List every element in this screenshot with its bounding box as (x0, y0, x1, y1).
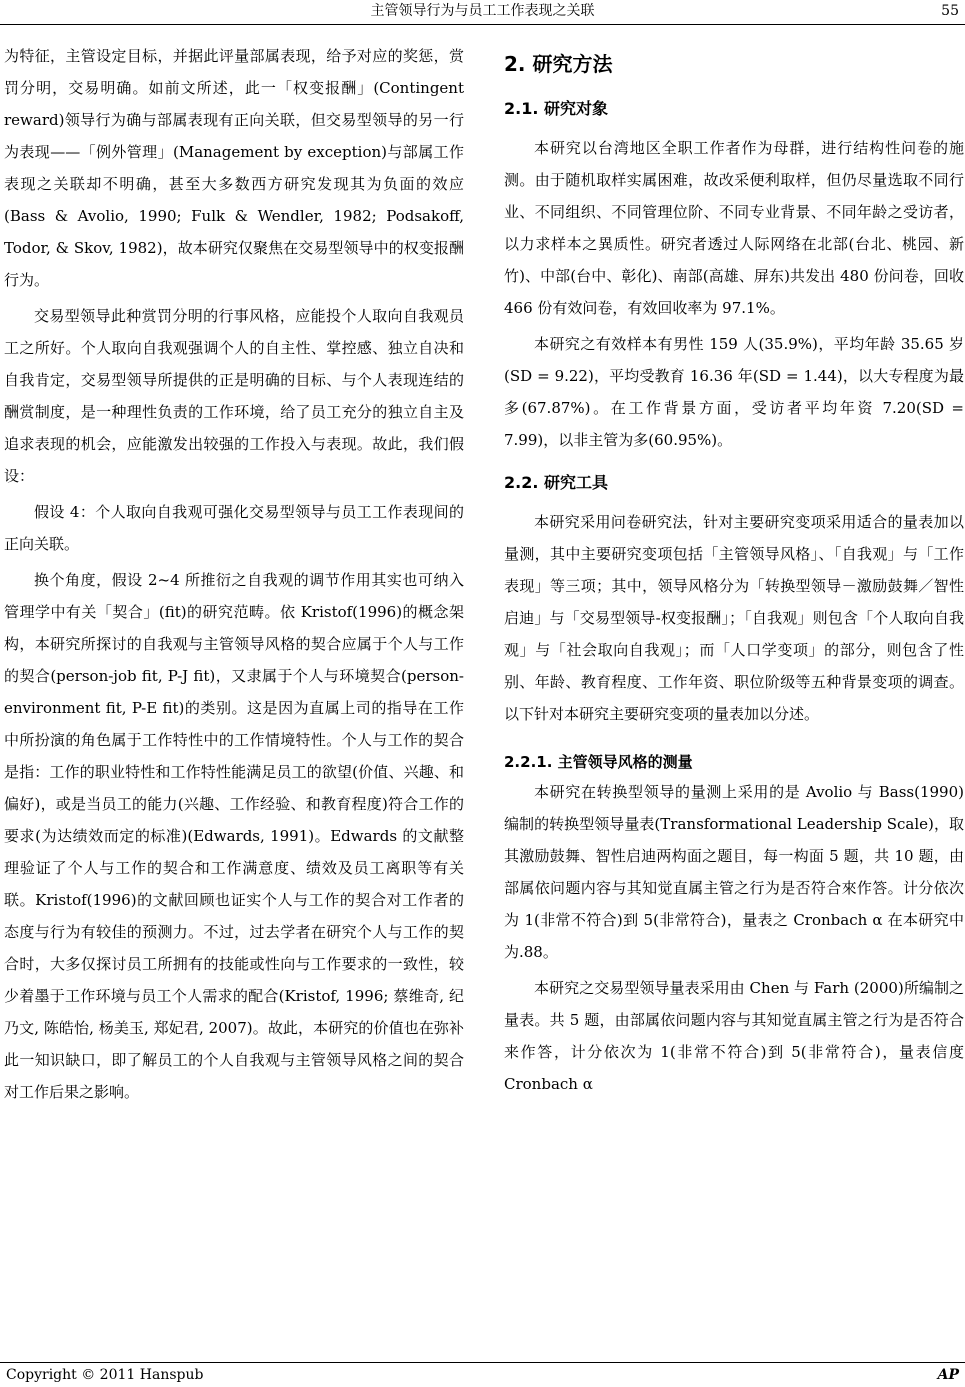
section-heading: 2. 研究方法 (504, 52, 613, 76)
paragraph: 本研究之交易型领导量表采用由 Chen 与 Farh (2000)所编制之量表。共 5 题，由部属依问题内容与其知觉直属主管之行为是否符合来作答，计分依次为 1(非常不符合)到 5(非常符合)，量表信度 Cronbach α (504, 979, 964, 1093)
paragraph: 本研究在转换型领导的量测上采用的是 Avolio 与 Bass(1990)编制的转换型领导量表(Transformational Leadership Scale)，取其激励鼓舞、智性启迪两构面之题目，每一构面 5 题，共 10 题，由部属依问题内容与其知觉直属主管之行为是否符合來作答。计分依次为 1(非常不符合)到 5(非常符合)，量表之 Cronbach α 在本研究中为.88。 (504, 783, 964, 961)
paragraph: 本研究之有效样本有男性 159 人(35.9%)，平均年龄 35.65 岁(SD = 9.22)，平均受教育 16.36 年(SD = 1.44)，以大专程度为最多(67.87%)。在工作背景方面，受访者平均年资 7.20(SD = 7.99)，以非主管为多(60.95%)。 (504, 335, 964, 449)
paragraph: 换个角度，假设 2~4 所推衍之自我观的调节作用其实也可纳入管理学中有关「契合」(fit)的研究范畴。依 Kristof(1996)的概念架构，本研究所探讨的自我观与主管领导风格的契合应属于个人与工作的契合(person-job fit, P-J fit)，又隶属于个人与环境契合(person-environment fit, P-E fit)的类别。这是因为直属上司的指导在工作中所扮演的角色属于工作特性中的工作情境特性。个人与工作的契合是指：工作的职业特性和工作特性能满足员工的欲望(价值、兴趣、和偏好)，或是当员工的能力(兴趣、工作经验、和教育程度)符合工作的要求(为达绩效而定的标准)(Edwards, 1991)。Edwards 的文献整理验证了个人与工作的契合和工作满意度、绩效及员工离职等有关联。Kristof(1996)的文献回顾也证实个人与工作的契合对工作者的态度与行为有较佳的预测力。不过，过去学者在研究个人与工作的契合时，大多仅探讨员工所拥有的技能或性向与工作要求的一致性，较少着墨于工作环境与员工个人需求的配合(Kristof, 1996; 蔡维奇, 纪乃文, 陈皓怡, 杨美玉, 郑妃君, 2007)。故此，本研究的价值也在弥补此一知识缺口，即了解员工的个人自我观与主管领导风格之间的契合对工作后果之影响。 (4, 571, 464, 1101)
paragraph: 交易型领导此种赏罚分明的行事风格，应能投个人取向自我观员工之所好。个人取向自我观强调个人的自主性、掌控感、独立自决和自我肯定，交易型领导所提供的正是明确的目标、与个人表现连结的酬赏制度，是一种理性负责的工作环境，给了员工充分的独立自主及追求表现的机会，应能激发出较强的工作投入与表现。故此，我们假设： (4, 307, 464, 485)
paragraph-continued: 为特征，主管设定目标，并据此评量部属表现，给予对应的奖惩，赏罚分明，交易明确。如前文所述，此一「权变报酬」(Contingent reward)领导行为确与部属表现有正向关联，但交易型领导的另一行为表现——「例外管理」(Management by exception)与部属工作表现之关联却不明确，甚至大多数西方研究发现其为负面的效应(Bass & Avolio, 1990; Fulk & Wendler, 1982; Podsakoff, Todor, & Skov, 1982)，故本研究仅聚焦在交易型领导中的权变报酬行为。 (4, 47, 464, 289)
paragraph: 本研究采用问卷研究法，针对主要研究变项采用适合的量表加以量测，其中主要研究变项包括「主管领导风格」、「自我观」与「工作表现」等三项；其中，领导风格分为「转换型领导－激励鼓舞／智性启迪」与「交易型领导-权变报酬」；「自我观」则包含「个人取向自我观」与「社会取向自我观」；而「人口学变项」的部分，则包含了性别、年龄、教育程度、工作年资、职位阶级等五种背景变项的调查。以下针对本研究主要研究变项的量表加以分述。 (504, 513, 964, 723)
right-column (504, 40, 964, 1104)
copyright-notice: Copyright © 2011 Hanspub (6, 1367, 204, 1383)
hypothesis-4: 假设 4：个人取向自我观可强化交易型领导与员工工作表现间的正向关联。 (4, 503, 464, 553)
journal-abbreviation: AP (937, 1367, 959, 1383)
page-number: 55 (941, 3, 959, 19)
subsection-heading: 2.2. 研究工具 (504, 473, 608, 492)
subsubsection-heading: 2.2.1. 主管领导风格的测量 (504, 753, 693, 771)
page-header (0, 0, 965, 25)
page-footer (0, 1362, 965, 1387)
subsection-heading: 2.1. 研究对象 (504, 99, 608, 118)
left-column (4, 40, 464, 1112)
running-title: 主管领导行为与员工工作表现之关联 (370, 3, 595, 19)
paragraph: 本研究以台湾地区全职工作者作为母群，进行结构性问卷的施测。由于随机取样实属困难，故改采便利取样，但仍尽量选取不同行业、不同组织、不同管理位阶、不同专业背景、不同年龄之受访者，以力求样本之異质性。研究者透过人际网络在北部(台北、桃园、新竹)、中部(台中、彰化)、南部(高雄、屏东)共发出 480 份问卷，回收 466 份有效问卷，有效回收率为 97.1%。 (504, 139, 964, 317)
